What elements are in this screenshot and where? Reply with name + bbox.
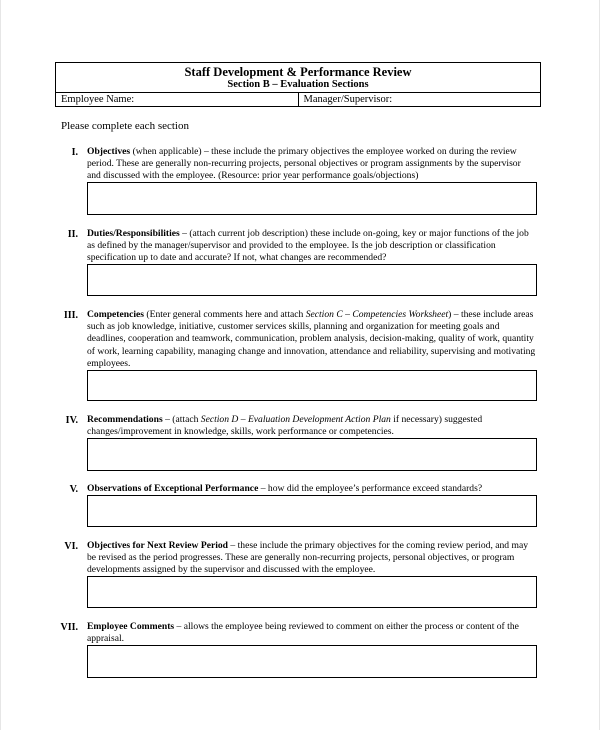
review-header-table xyxy=(55,62,541,107)
section-description xyxy=(87,414,537,438)
section-heading: Objectives xyxy=(87,146,131,157)
section-numeral: II. xyxy=(67,229,78,240)
objectives-response-box[interactable] xyxy=(87,182,537,215)
section-numeral: V. xyxy=(69,484,78,495)
section-heading: Competencies xyxy=(87,309,145,320)
section-description xyxy=(87,621,537,645)
section-body: (Enter general comments here and attach xyxy=(144,309,306,320)
section-body: – (attach xyxy=(162,414,201,425)
section-description xyxy=(87,483,537,495)
section-numeral: VI. xyxy=(64,541,78,552)
instructions-text: Please complete each section xyxy=(61,120,189,132)
employee-name-field[interactable] xyxy=(56,93,299,107)
section-body-continued: ) – these include areas such as job knowledge, initiative, customer services skills, planning and organization for meeting goals and deadlines, cooperation and teamwork, communication, problem analysis, decision-making, quality of work, quantity of work, learning capability, managing change and innovation, attendance and reliability, supervising and motivating employees. xyxy=(87,309,536,369)
next-objectives-response-box[interactable] xyxy=(87,576,537,608)
manager-supervisor-field[interactable] xyxy=(298,93,541,107)
section-description xyxy=(87,540,537,577)
section-reference: Section D – Evaluation Development Action Plan xyxy=(200,414,391,425)
exceptional-performance-response-box[interactable] xyxy=(87,495,537,527)
section-description xyxy=(87,146,537,183)
section-reference: Section C – Competencies Worksheet xyxy=(305,309,449,320)
form-title: Staff Development & Performance Review xyxy=(184,65,412,79)
section-numeral: III. xyxy=(63,310,78,321)
section-numeral: VII. xyxy=(60,622,78,633)
competencies-response-box[interactable] xyxy=(87,370,537,401)
section-body-continued: if necessary) suggested changes/improvement in knowledge, skills, work performance or competencies. xyxy=(87,414,483,438)
employee-comments-response-box[interactable] xyxy=(87,645,537,678)
section-heading: Duties/Responsibilities xyxy=(87,228,180,239)
section-body: – how did the employee’s performance exceed standards? xyxy=(258,483,483,494)
section-body: – (attach current job description) these include on-going, key or major functions of the job as defined by the manager/supervisor and provided to the employee. Is the job description or classification specification up to date and accurate? If not, what changes are recommended? xyxy=(87,228,529,264)
section-heading: Employee Comments xyxy=(87,621,175,632)
section-body: (when applicable) – these include the primary objectives the employee worked on during the review period. These are generally non-recurring projects, personal objectives or program assignments by the supervisor and discussed with the employee. (Resource: prior year performance goals/objections) xyxy=(87,146,521,182)
section-body: – these include the primary objectives for the coming review period, and may be revised as the period progresses. These are generally non-recurring projects, personal objectives, or program developments assigned by the supervisor and discussed with the employee. xyxy=(87,540,529,576)
manager-supervisor-label: Manager/Supervisor: xyxy=(303,94,393,105)
section-numeral: IV. xyxy=(65,415,78,426)
section-numeral: I. xyxy=(71,147,78,158)
section-heading: Objectives for Next Review Period xyxy=(87,540,229,551)
form-subtitle: Section B – Evaluation Sections xyxy=(227,79,369,90)
section-heading: Observations of Exceptional Performance xyxy=(87,483,259,494)
duties-response-box[interactable] xyxy=(87,264,537,296)
employee-name-label: Employee Name: xyxy=(61,94,135,105)
section-heading: Recommendations xyxy=(87,414,163,425)
recommendations-response-box[interactable] xyxy=(87,438,537,471)
section-body: – allows the employee being reviewed to comment on either the process or content of the appraisal. xyxy=(87,621,519,645)
section-description xyxy=(87,228,537,265)
header-title-cell xyxy=(56,63,541,93)
section-description xyxy=(87,309,537,370)
